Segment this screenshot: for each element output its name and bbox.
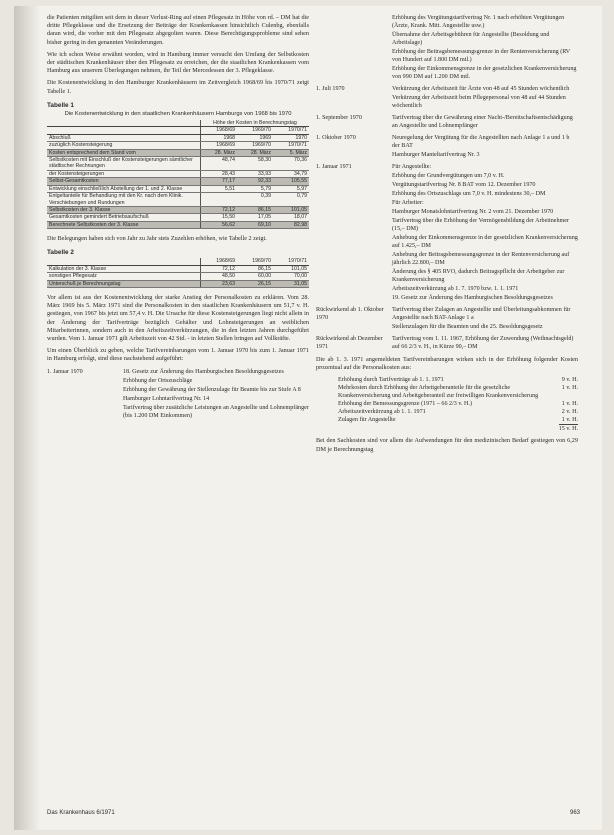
paragraph: Bei den Sachkosten sind vor allem die Aufwendungen für den medizinischen Bedarf gestiegen von 6,29 DM je Berechnungstag — [316, 437, 578, 453]
year-header: 1970/71 — [273, 258, 309, 265]
table-1-body — [47, 134, 309, 228]
table-row — [47, 185, 309, 192]
year-header: 1968/69 — [201, 258, 238, 265]
list-item — [316, 384, 578, 400]
entry-text — [392, 134, 578, 160]
tariff-entry — [316, 114, 578, 131]
cell-value: 48,50 — [201, 273, 238, 280]
row-label: Berechnete Selbstkosten der 3. Klasse — [47, 221, 201, 228]
year-header: 1969/70 — [237, 127, 273, 134]
row-label: zuzüglich Kostensteigerung — [47, 142, 201, 149]
item-percent: 1 v. H. — [561, 401, 578, 408]
row-label: Kalkulation der 3. Klasse — [47, 265, 201, 272]
tariff-entry — [316, 14, 578, 82]
cell-value: 86,15 — [237, 265, 273, 272]
entry-line: 18. Gesetz zur Änderung des Hamburgischen Besoldungsgesetzes — [123, 368, 284, 375]
cell-value: 72,12 — [201, 265, 238, 272]
tariff-entry-list — [316, 85, 578, 352]
table-row — [47, 206, 309, 213]
entry-text — [392, 335, 578, 352]
cell-value: 5,97 — [273, 185, 309, 192]
table-row — [47, 214, 309, 221]
entry-line: Tarifvertrag über die Gewährung einer Nacht-/Bereitschaftsentschädigung an Angestellte und Lohnempfänger — [392, 115, 573, 129]
cell-value: 101,05 — [273, 265, 309, 272]
cell-value: 34,79 — [273, 170, 309, 177]
cost-table — [47, 120, 309, 229]
entry-date: 1. Oktober 1970 — [316, 135, 356, 141]
table-row — [47, 142, 309, 149]
cell-value: 58,30 — [237, 157, 273, 171]
paragraph: Vor allem ist aus der Kostenentwicklung der starke Anstieg der Personalkosten zu erklären. Vom 28. März 1969 bis 5. März 1971 sind die Personalkosten in den staatlichen Krankenhäusern um 51,7 v. H. gestiegen, von 1967 bis jetzt um 57,4 v. H. Die Ursache für diese Kostensteigerungen liegt nicht allein in der Änderung der Tarifverträge bezüglich Gehälter und Lohnsteigerungen an weiblichen Mitarbeiterinnen, sondern auch in den Arbeitszeitverkürzungen, die in den letzten Jahren durchgeführt wurden. Vom 1. Januar 1971 gilt Arbeitszeit von 42 Std. - in letzten Stellen bringen auf Vollkräfte. — [47, 293, 309, 342]
entry-line: Hamburger Lohntarifvertrag Nr. 14 — [123, 395, 210, 402]
entry-line: Erhöhung der Ortszuschläge — [123, 377, 193, 384]
table-2-body — [47, 265, 309, 287]
entry-date: 1. Januar 1971 — [316, 164, 352, 170]
page-number: 963 — [569, 810, 580, 816]
cell-value: 60,00 — [237, 273, 273, 280]
tariff-entry — [47, 368, 309, 421]
item-text: Erhöhung durch Tarifverträge ab 1. 1. 1971 — [338, 377, 444, 384]
entry-date: Rückwirkend ab Dezember 1971 — [316, 336, 383, 350]
item-text: Zulagen für Angestellte — [338, 417, 396, 424]
row-label: Gesamtkosten gemindert Betriebsaufschuß — [47, 214, 201, 221]
entry-line: Für Arbeiter: — [392, 200, 424, 206]
item-percent: 9 v. H. — [561, 377, 578, 384]
cell-value: 28. März — [201, 149, 238, 156]
entry-line: Anhebung der Einkommensgrenze in der gesetzlichen Krankenversicherung auf 1.425,– DM — [392, 235, 578, 249]
item-text: Mehrkosten durch Erhöhung der Arbeitgeberanteile für die gesetzliche Krankenversicherung und Arbeitgeberanteil zur freiwilligen Krankenversicherung — [338, 385, 539, 400]
year-header: 1969/70 — [237, 258, 273, 265]
table-1-label: Tabelle 1 — [47, 101, 74, 109]
entry-text — [123, 368, 309, 421]
entry-line: Erhöhung des Vergütungstarifvertrag Nr. 1 nach erhöhten Vergütungen (Ärzte, Krank. Mitt. Angestellte usw.) — [392, 15, 565, 29]
table-row — [47, 280, 309, 287]
entry-text — [392, 14, 578, 82]
cell-value: 1970 — [273, 134, 309, 141]
table-row — [47, 134, 309, 141]
entry-text — [392, 114, 578, 131]
cell-value: 15,50 — [201, 214, 238, 221]
entry-date: Rückwirkend ab 1. Oktober 1970 — [316, 307, 384, 321]
table-2-label: Tabelle 2 — [47, 249, 74, 257]
entry-line: Verkürzung der Arbeitszeit beim Pflegepersonal von 48 auf 44 Stunden wöchentlich — [392, 95, 566, 109]
paragraph: Die Kostenentwicklung in den Hamburger Krankenhäusern im Zeitvergleich 1968/69 bis 1970/71 zeigt Tabelle 1. — [47, 79, 309, 95]
entry-line: Erhöhung der Einkommensgrenze in der gesetzlichen Krankenversicherung von 990 DM auf 1.200 DM mtl. — [392, 66, 577, 80]
paragraph: Wie ich schon Weise erwähnt worden, wird in Hamburg immer versucht den Umfang der Selbstkosten der städtischen Krankenhäuser über den Pflegesatz zu erreichen, der die staatlichen Krankenkassen vom Hamburg aus unserem Überlegungen nehmen, ihr Teil der Mercedessen der 3. Pflegeklasse. — [47, 50, 309, 75]
table-row — [47, 157, 309, 171]
cell-value: 77,17 — [201, 178, 238, 185]
journal-page — [14, 6, 602, 830]
entry-line: 19. Gesetz zur Änderung des Hamburgischen Besoldungsgesetzes — [392, 295, 553, 301]
cell-value: 69,10 — [237, 221, 273, 228]
tariff-entry — [316, 306, 578, 332]
paragraph: Die Belegungen haben sich von Jahr zu Jahr stets Zuzehlen erhöhen, wie Tabelle 2 zeigt. — [47, 235, 267, 243]
cell-value: 23,63 — [201, 280, 238, 287]
item-percent: 2 v. H. — [561, 409, 578, 416]
entry-line: Erhöhung der Beitragsbemessungsgrenze in der Rentenversicherung (RV von Hundert auf 1.800 DM mtl.) — [392, 49, 571, 63]
row-label: sonstigen Pflegesatz — [47, 273, 201, 280]
table-1-head: Höhe der Kosten in Berechnungstag — [201, 120, 310, 127]
cell-value: 17,05 — [237, 214, 273, 221]
entry-line: Erhöhung des Ortszuschlags um 7,0 v. H. mindestens 30,– DM — [392, 191, 546, 197]
entry-line: Übernahme der Arbeitsgebühren für Angestellte (Besoldung und Arbeitslage) — [392, 32, 550, 46]
entry-line: Tarifvertrag über Zulagen an Angestellte und Überleitungsabkommen für Angestellte nach BAT-Anlage 1 a — [392, 307, 571, 321]
cell-value: 48,74 — [201, 157, 238, 171]
entry-line: Änderung des § 405 RVO, dadurch Beitragspflicht der Arbeitgeber zur Krankenversicherung — [392, 269, 565, 283]
item-text: Erhöhung der Bemessungsgrenze (1971 – 66 2/3 v. H.) — [338, 401, 472, 408]
entry-line: Vergütungstarifvertrag Nr. 8 BAT vom 12. Dezember 1970 — [392, 182, 536, 188]
item-percent: 1 v. H. — [561, 385, 578, 392]
tariff-entry — [316, 163, 578, 303]
tariff-entry — [316, 85, 578, 111]
year-header: 1970/71 — [273, 127, 309, 134]
entry-line: Tarifvertrag vom 1. 11. 1967, Erhöhung der Zuwendung (Weihnachtsgeld) auf 66 2/3 v. H., in Kürze 90,– DM — [392, 336, 574, 350]
table-1-caption: Die Kostenentwicklung in den staatlichen Krankenhäusern Hamburgs von 1968 bis 1970 — [64, 110, 292, 117]
cell-value: 86,15 — [237, 206, 273, 213]
cell-value: 92,33 — [237, 178, 273, 185]
entry-line: Erhöhung der Grundvergütungen um 7,0 v. H. — [392, 173, 505, 179]
list-item — [316, 400, 578, 408]
table-row — [47, 265, 309, 272]
cell-value: 28,43 — [201, 170, 238, 177]
cell-value: 1969/70 — [237, 142, 273, 149]
table-row — [47, 170, 309, 177]
entry-text — [392, 85, 578, 111]
entry-line: Tarifvertrag über zusätzliche Leistungen an Angestellte und Lohnempfänger (bis 1.200 DM Einkommen) — [123, 404, 309, 419]
entry-line: Arbeitszeitverkürzung ab 1. 7. 1970 bzw. 1. 1. 1971 — [392, 286, 519, 292]
list-item — [316, 416, 578, 424]
entry-text — [392, 306, 578, 332]
row-label: der Kostensteigerungen — [47, 170, 201, 177]
entry-line: Erhöhung der Gewährung der Stellenzulage für Beamte bis zur Stufe A 8 — [123, 386, 301, 393]
footer-journal: Das Krankenhaus 6/1971 — [47, 810, 115, 816]
row-label: Abschluß — [47, 134, 201, 141]
cell-value: 1969 — [237, 134, 273, 141]
total-value: 15 v. H. — [558, 426, 578, 433]
row-label: Entwicklung einschließlich Abstellung der 1. und 2. Klasse — [47, 185, 201, 192]
row-label: Selbstkosten mit Einschluß der Kostensteigerungen sämtlicher städtischer Rechnungen — [47, 157, 201, 171]
entry-line: Tarifvertrag über die Erhöhung der Vermögensbildung der Arbeitnehmer (15,– DM) — [392, 218, 569, 232]
entry-line: Anhebung der Beitragsbemessungsgrenze in der Rentenversicherung auf jährlich 22.800,– DM — [392, 252, 570, 266]
row-label: Selbstkosten der 3. Klasse — [47, 206, 201, 213]
entry-date: 1. Juli 1970 — [316, 86, 345, 92]
list-item — [316, 408, 578, 416]
cell-value: 70,36 — [273, 157, 309, 171]
cell-value: 56,62 — [201, 221, 238, 228]
tariff-entry — [316, 335, 578, 352]
cell-value: 72,12 — [201, 206, 238, 213]
table-row — [47, 221, 309, 228]
paragraph: Um einen Überblick zu geben, welche Tarifvereinbarungen vom 1. Januar 1970 bis zum 1. Januar 1971 in Hamburg erfolgt, sind diese nachstehend aufgeführt: — [47, 347, 309, 363]
row-label: Entgeltanteile für Behandlung mit den Kr. nach dem Klinik. Verschiebungen und Rundungen — [47, 193, 201, 207]
cell-value: 70,00 — [273, 273, 309, 280]
cell-value: 5,51 — [201, 185, 238, 192]
list-item — [316, 376, 578, 384]
cell-value: 0,79 — [273, 193, 309, 207]
cell-value: 1968 — [201, 134, 238, 141]
item-text: Arbeitszeitverkürzung ab 1. 1. 1971 — [338, 409, 426, 416]
deficit-table — [47, 258, 309, 288]
entry-text — [392, 163, 578, 303]
paragraph: die Patienten mitgilten seit dem in dieser Verlust-Ring auf einen Pflegesatz in Höhe von rd. – DM hat die dritte Pflegeklasse und die Ersetzung der Beiträge der Krankenkassen hinsichtlich Culenbg, ebenfalls daran wird, die vorher mit den Pflegesatz abgegolten waren. Diese Berechtigungsprobleme sind sehen bisher gering in den genannten Veränderungen. — [47, 14, 309, 46]
left-column — [47, 14, 309, 424]
table-row — [47, 273, 309, 280]
entry-date: 1. Januar 1970 — [47, 368, 83, 375]
row-label: Selbst-Gesamtkosten — [47, 178, 201, 185]
paragraph: Die ab 1. 3. 1971 angemeldeten Tarifvereinbarungen wirken sich in der Erhöhung folgender Kosten prozentual auf die Personalkosten aus: — [316, 356, 578, 372]
cost-increase-list — [316, 376, 578, 424]
cell-value: 33,93 — [237, 170, 273, 177]
cell-value: 31,05 — [273, 280, 309, 287]
year-header: 1968/69 — [201, 127, 238, 134]
row-label: Unterschuß je Berechnungstag — [47, 280, 201, 287]
table-row — [47, 149, 309, 156]
cell-value: 0,39 — [237, 193, 273, 207]
right-column — [316, 14, 578, 458]
total-row — [316, 424, 578, 433]
entry-line: Verkürzung der Arbeitszeit für Ärzte von 48 auf 45 Stunden wöchentlich — [392, 86, 570, 92]
entry-line: Neuregelung der Vergütung für die Angestellten nach Anlage 1 a und 1 b der BAT — [392, 135, 570, 149]
cell-value: 1968/69 — [201, 142, 238, 149]
entry-line: Stellenzulagen für die Beamten und die 25. Besoldungsgesetz — [392, 324, 543, 330]
cell-value: 101,05 — [273, 206, 309, 213]
cell-value: 5,79 — [237, 185, 273, 192]
item-percent: 1 v. H. — [561, 417, 578, 424]
table-row — [47, 193, 309, 207]
tariff-entry — [316, 134, 578, 160]
cell-value: 5. März — [273, 149, 309, 156]
entry-line: Hamburger Manteltarifvertrag Nr. 3 — [392, 152, 480, 158]
cell-value: 26,15 — [237, 280, 273, 287]
cell-value: 28. März — [237, 149, 273, 156]
table-row — [47, 178, 309, 185]
entry-line: Für Angestellte: — [392, 164, 432, 170]
cell-value: 1970/71 — [273, 142, 309, 149]
cell-value: 105,55 — [273, 178, 309, 185]
row-label: Kosten entsprechend dem Stand vom — [47, 149, 201, 156]
entry-date: 1. September 1970 — [316, 115, 362, 121]
entry-line: Hamburger Monatslohntarifvertrag Nr. 2 vom 21. Dezember 1970 — [392, 209, 554, 215]
cell-value — [201, 193, 238, 207]
cell-value: 82,98 — [273, 221, 309, 228]
cell-value: 18,07 — [273, 214, 309, 221]
